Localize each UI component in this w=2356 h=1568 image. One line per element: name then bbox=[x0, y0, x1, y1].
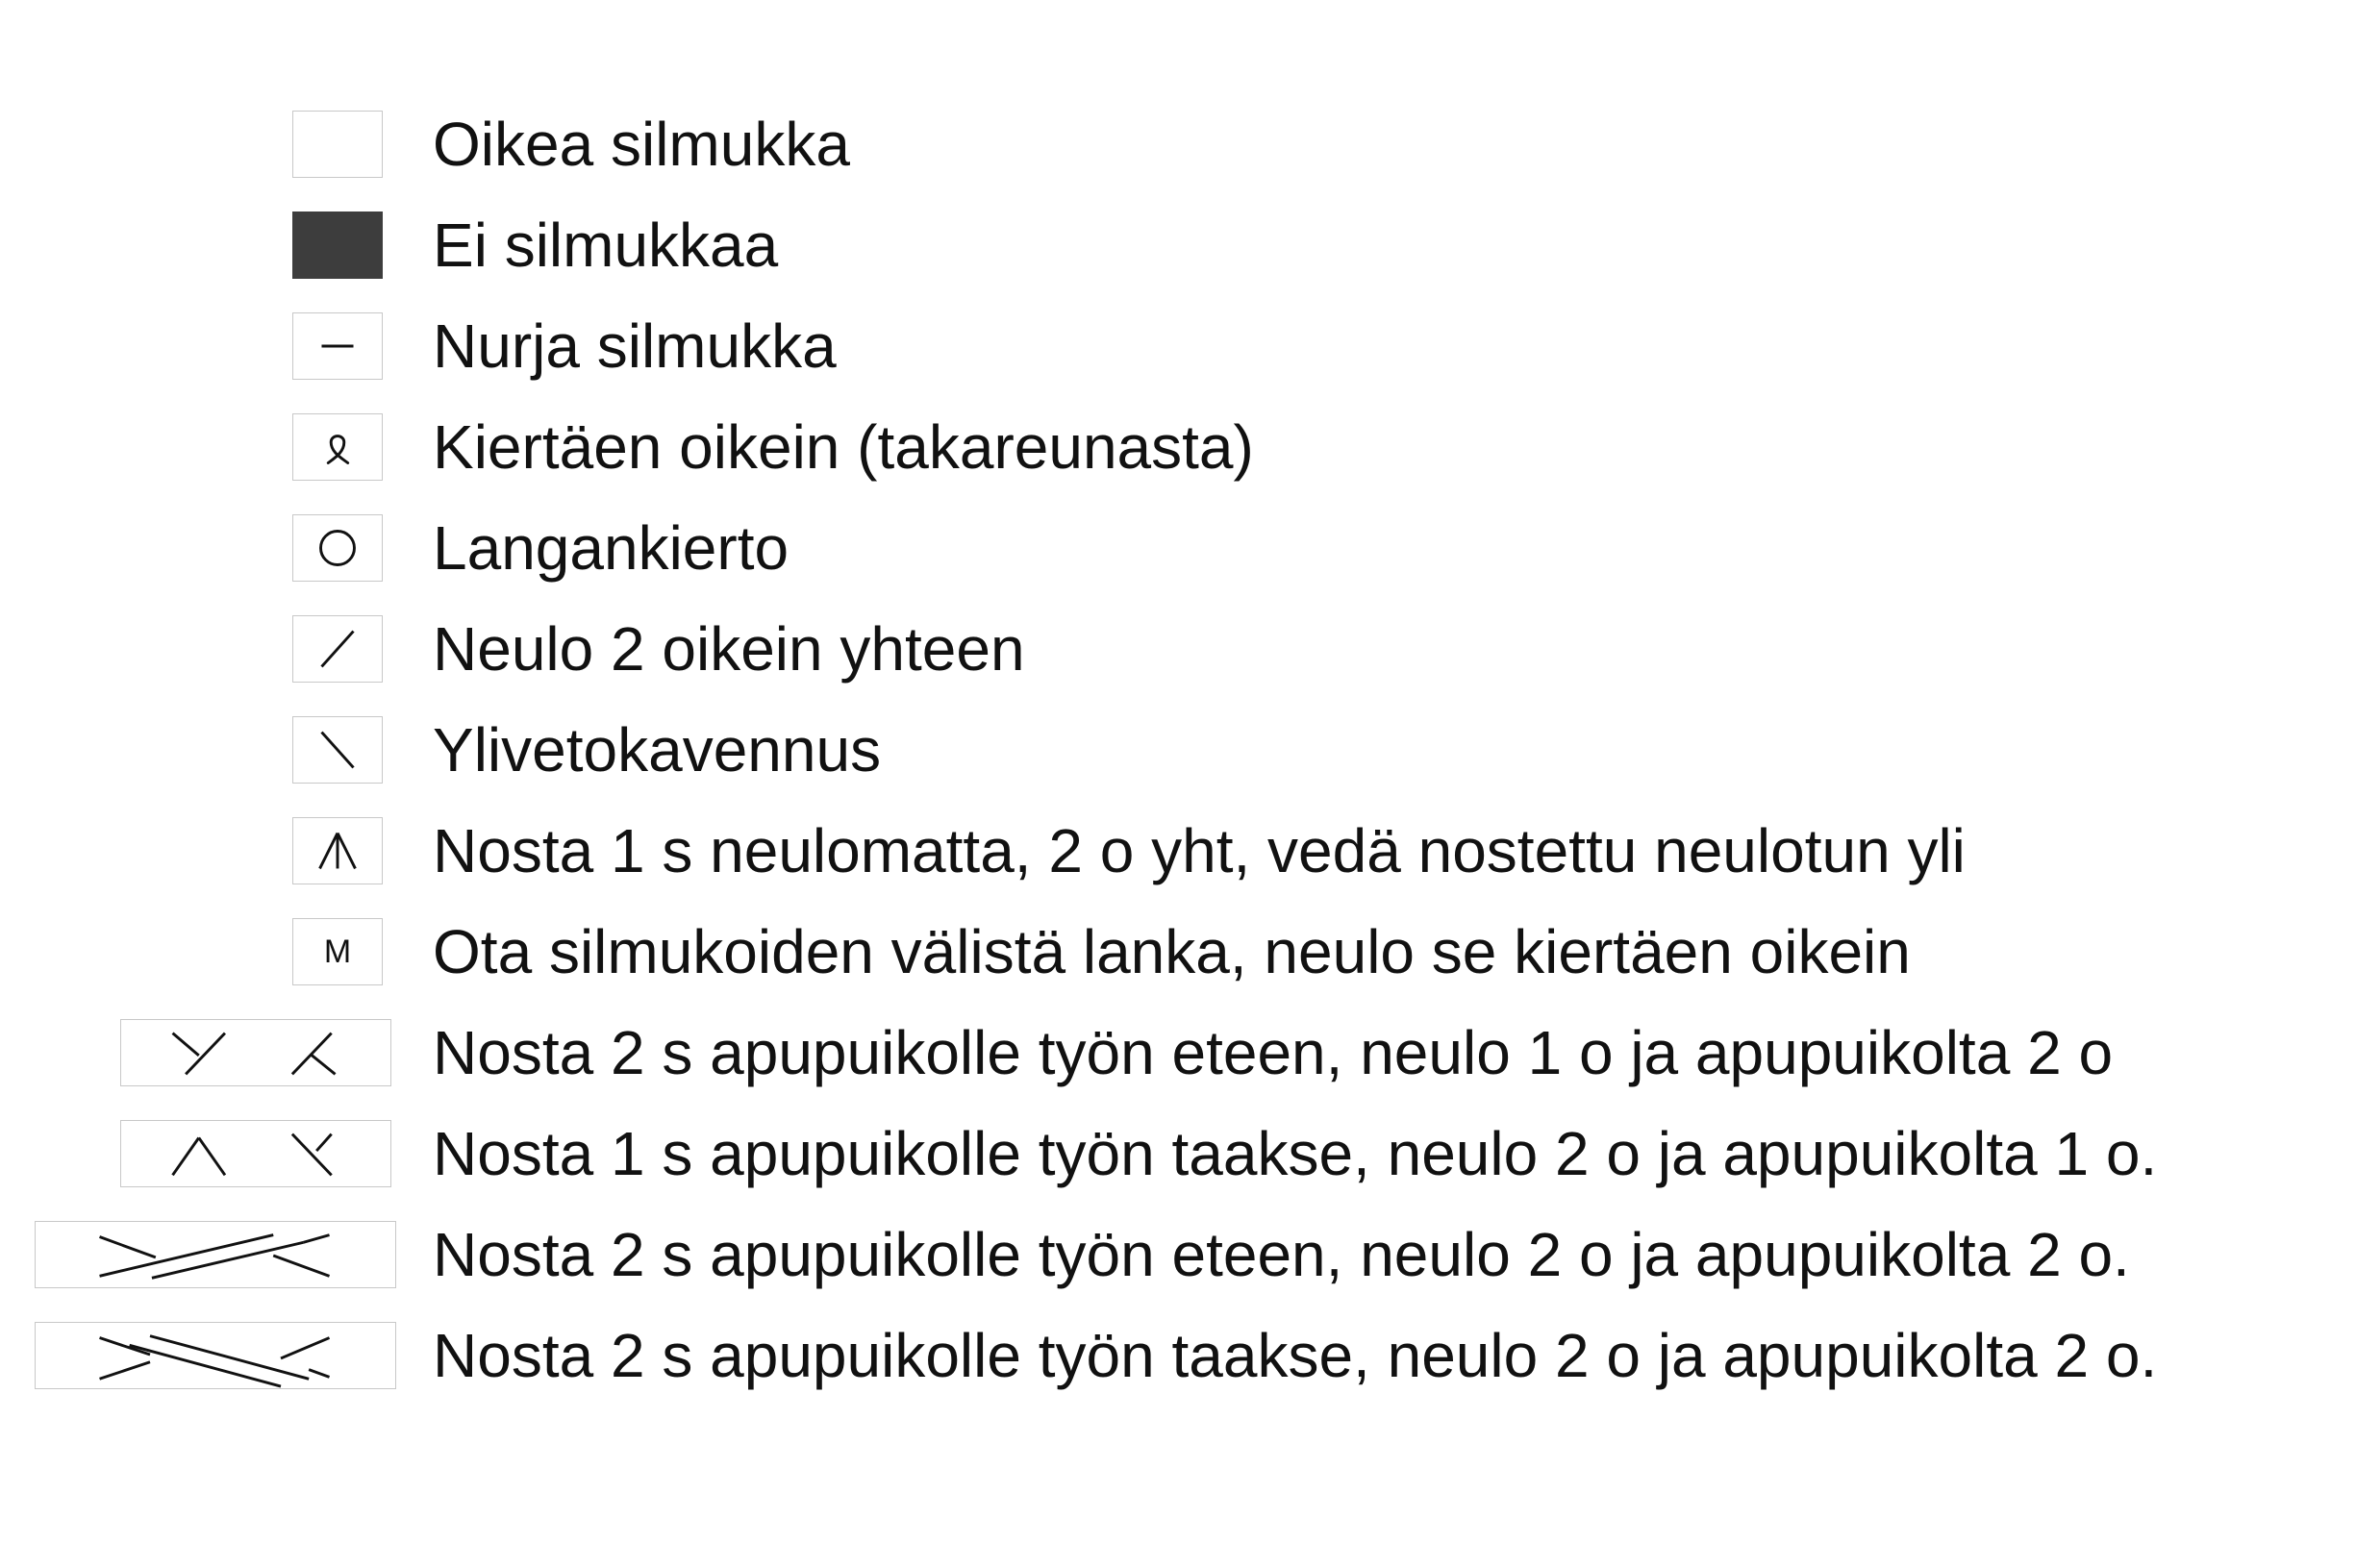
legend-row-yarn-over bbox=[0, 500, 2356, 601]
legend-row-k2tog bbox=[0, 601, 2356, 702]
double-decrease-icon bbox=[292, 817, 383, 884]
dash-icon bbox=[292, 312, 383, 380]
make-one-symbol-text: M bbox=[323, 933, 352, 970]
legend-label: Neulo 2 oikein yhteen bbox=[433, 614, 1025, 684]
make-one-icon bbox=[292, 918, 383, 985]
legend-label: Nurja silmukka bbox=[433, 311, 837, 381]
legend-row-cable-3-front bbox=[0, 1005, 2356, 1106]
cable-4st-back-icon bbox=[35, 1322, 396, 1389]
filled-square-icon bbox=[292, 212, 383, 279]
legend-row-cable-4-back bbox=[0, 1307, 2356, 1408]
blank-square-icon bbox=[292, 111, 383, 178]
legend-row-twisted-knit bbox=[0, 399, 2356, 500]
legend-label: Ylivetokavennus bbox=[433, 715, 882, 784]
legend-row-no-stitch bbox=[0, 197, 2356, 298]
twisted-loop-icon bbox=[292, 413, 383, 481]
legend-label: Ota silmukoiden välistä lanka, neulo se kiertäen oikein bbox=[433, 917, 1911, 986]
legend-label: Oikea silmukka bbox=[433, 110, 850, 179]
legend-row-cable-4-front bbox=[0, 1207, 2356, 1307]
legend-label: Langankierto bbox=[433, 513, 790, 583]
slash-left-icon bbox=[292, 716, 383, 784]
legend-row-knit bbox=[0, 96, 2356, 197]
legend-label: Kiertäen oikein (takareunasta) bbox=[433, 412, 1254, 482]
legend-row-make-one bbox=[0, 904, 2356, 1005]
legend-label: Nosta 2 s apupuikolle työn taakse, neulo 2 o ja apupuikolta 2 o. bbox=[433, 1321, 2158, 1390]
legend-label: Ei silmukkaa bbox=[433, 211, 779, 280]
legend-label: Nosta 2 s apupuikolle työn eteen, neulo 1 o ja apupuikolta 2 o bbox=[433, 1018, 2114, 1087]
legend-row-purl bbox=[0, 298, 2356, 399]
legend-row-sk2p bbox=[0, 803, 2356, 904]
cable-3st-front-icon bbox=[120, 1019, 391, 1086]
circle-icon bbox=[292, 514, 383, 582]
legend-label: Nosta 1 s apupuikolle työn taakse, neulo 2 o ja apupuikolta 1 o. bbox=[433, 1119, 2158, 1188]
legend-row-skp bbox=[0, 702, 2356, 803]
legend-label: Nosta 1 s neulomatta, 2 o yht, vedä nostettu neulotun yli bbox=[433, 816, 1966, 885]
cable-4st-front-icon bbox=[35, 1221, 396, 1288]
cable-3st-back-icon bbox=[120, 1120, 391, 1187]
legend-label: Nosta 2 s apupuikolle työn eteen, neulo 2 o ja apupuikolta 2 o. bbox=[433, 1220, 2130, 1289]
legend-row-cable-3-back bbox=[0, 1106, 2356, 1207]
slash-right-icon bbox=[292, 615, 383, 683]
